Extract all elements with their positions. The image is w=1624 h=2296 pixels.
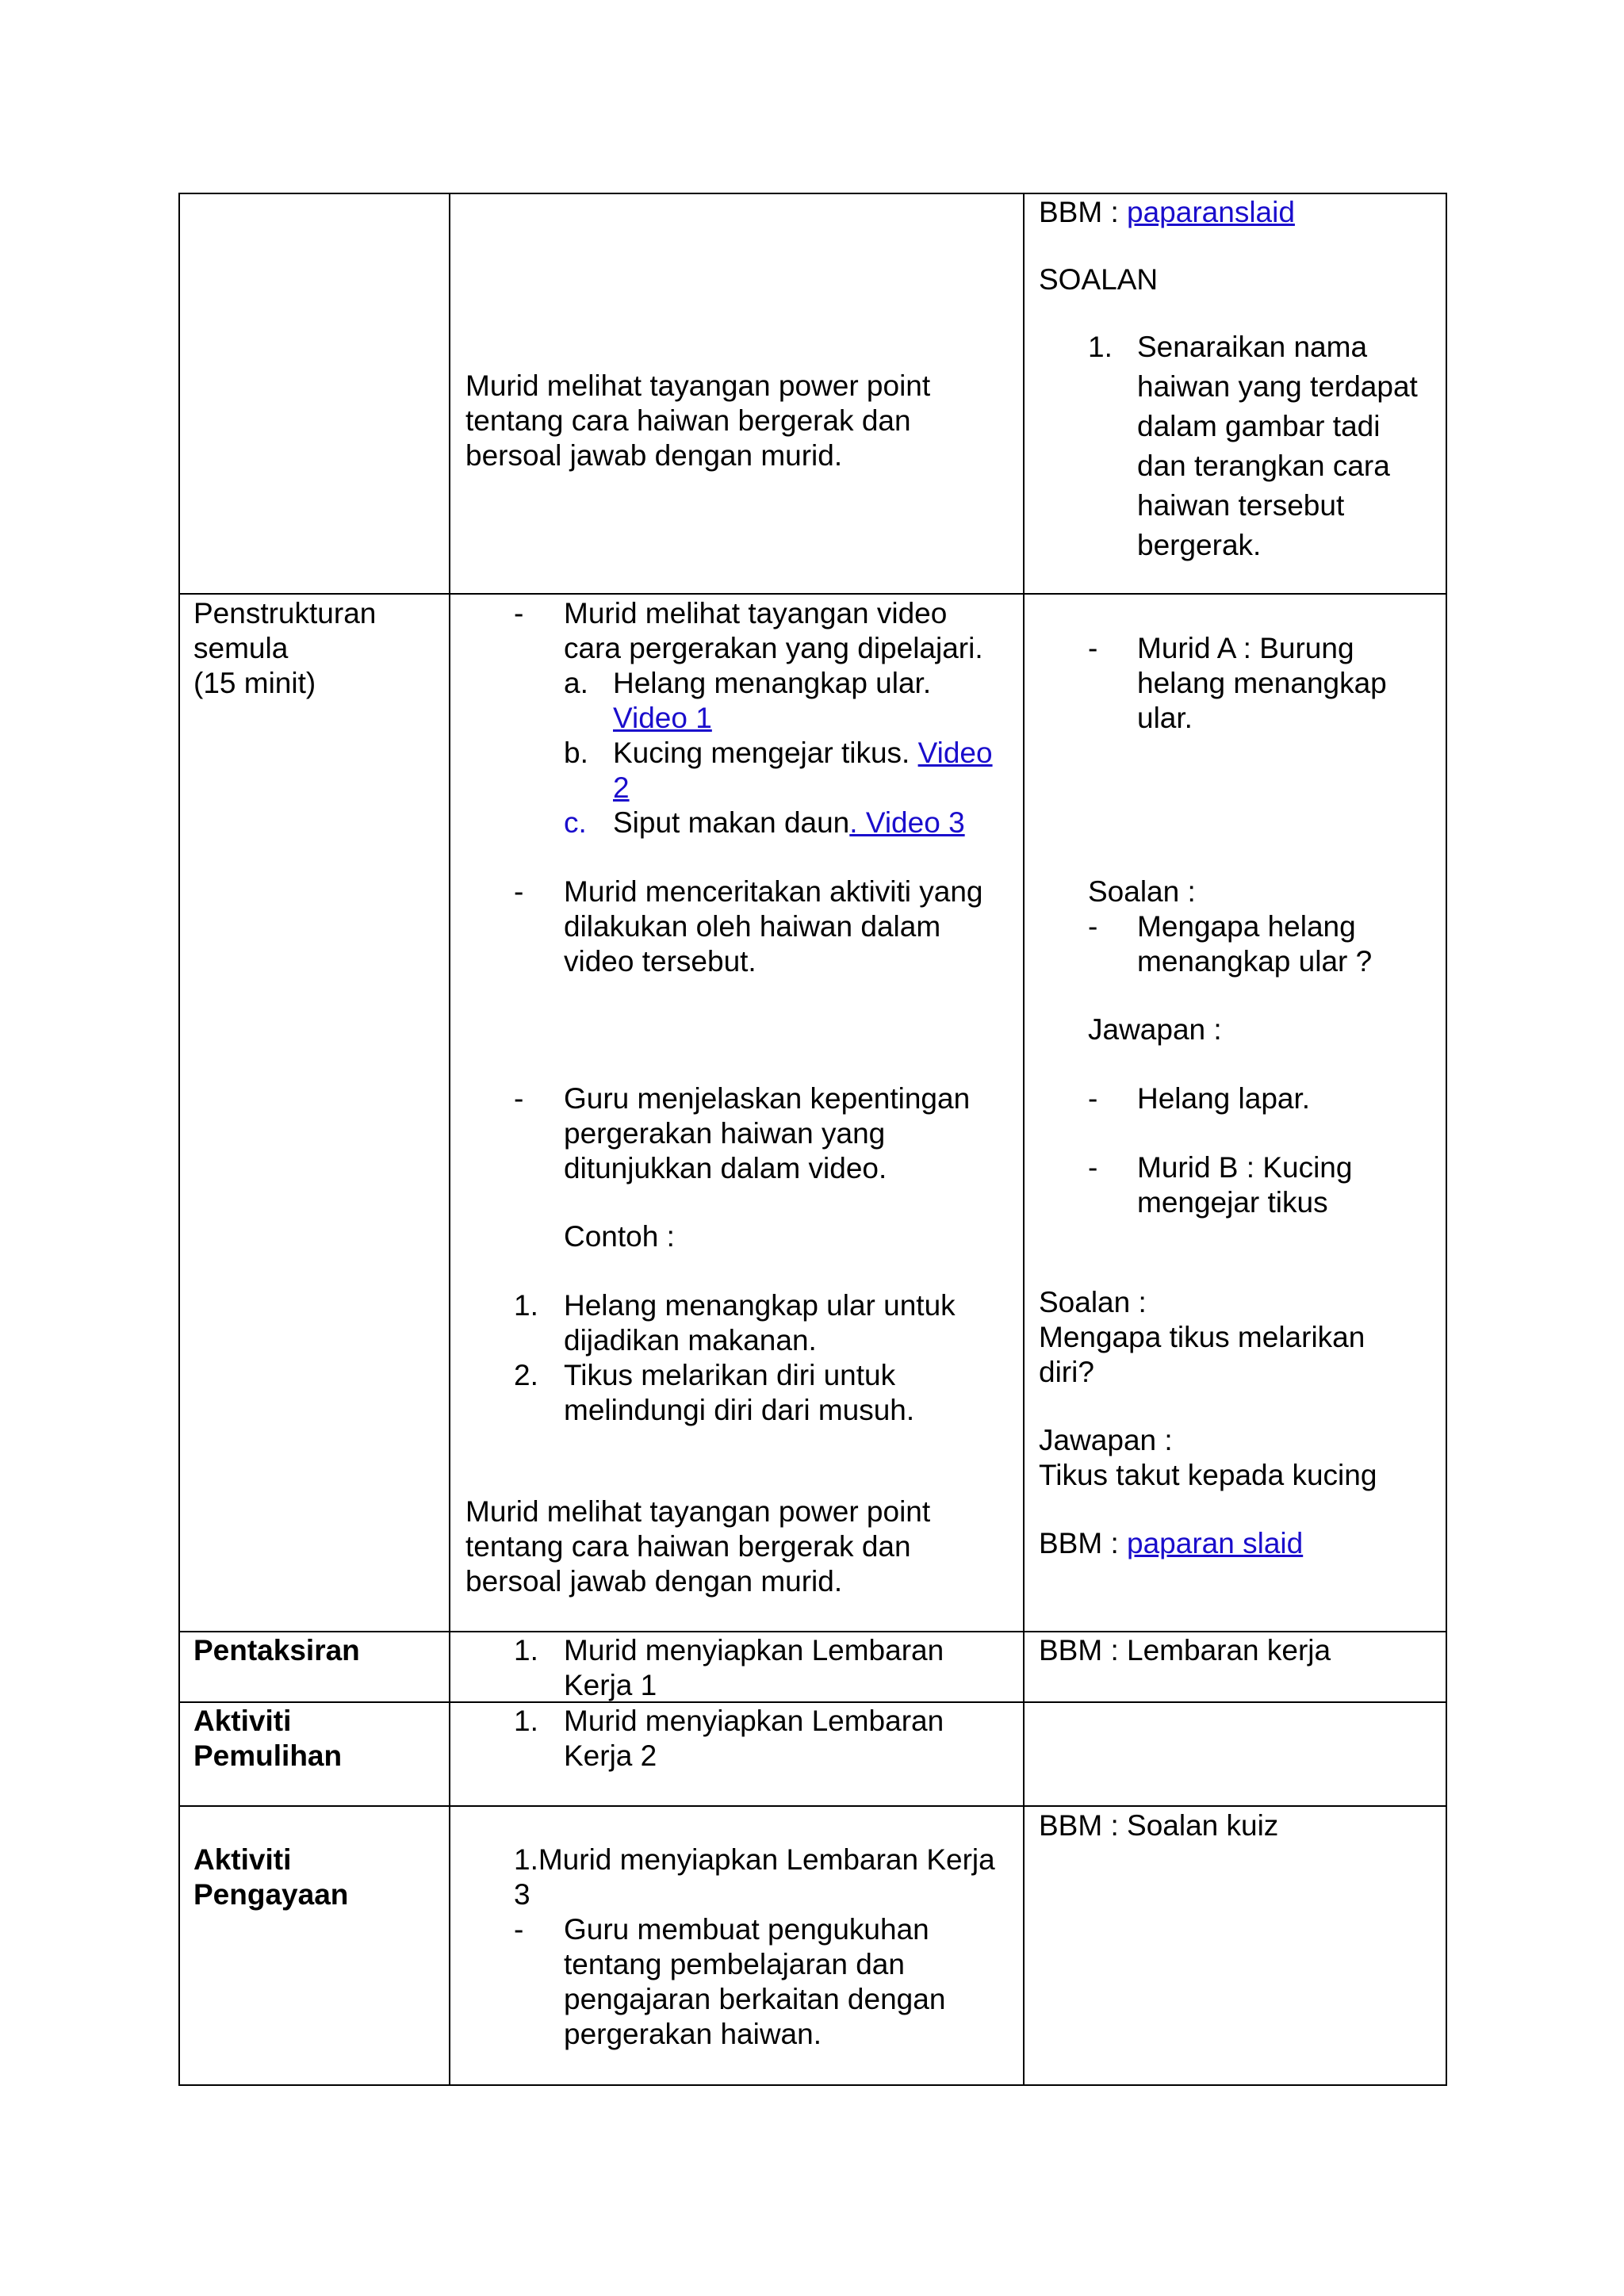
soalan-1-dash: - bbox=[1088, 910, 1098, 943]
row2-stage-line-2: semula bbox=[193, 632, 289, 664]
example-2-number: 2. bbox=[514, 1359, 538, 1391]
jawapan-2-answer: Tikus takut kepada kucing bbox=[1039, 1459, 1377, 1491]
row2-bullet-3-line-1: Guru menjelaskan kepentingan bbox=[564, 1082, 971, 1115]
soalan-heading: SOALAN bbox=[1039, 263, 1159, 296]
video-2-link-continued[interactable]: 2 bbox=[613, 771, 630, 804]
row5-stage-line-1: Aktiviti bbox=[193, 1843, 292, 1876]
row5-teacher-line-3: pengajaran berkaitan dengan bbox=[564, 1983, 946, 2015]
row5-activity-line-1: 1.Murid menyiapkan Lembaran Kerja bbox=[514, 1843, 995, 1876]
jawapan-1-label: Jawapan : bbox=[1088, 1013, 1222, 1046]
row2-bullet-2-line-2: dilakukan oleh haiwan dalam bbox=[564, 910, 941, 943]
row2-bullet-1-dash: - bbox=[514, 597, 524, 629]
row2-bullet-3-line-3: ditunjukkan dalam video. bbox=[564, 1152, 887, 1184]
video-2-link[interactable]: Video bbox=[917, 737, 993, 769]
row2-bullet-1-line-1: Murid melihat tayangan video bbox=[564, 597, 948, 629]
row3-activity-line-2: Kerja 1 bbox=[564, 1669, 657, 1701]
row1-bbm-label: BBM : bbox=[1039, 196, 1128, 228]
row3-number: 1. bbox=[514, 1634, 538, 1667]
murid-b-line-2: mengejar tikus bbox=[1137, 1186, 1328, 1219]
row-divider-4 bbox=[178, 1805, 1447, 1807]
row2-bullet-2-dash: - bbox=[514, 875, 524, 908]
example-1-number: 1. bbox=[514, 1289, 538, 1322]
row2-summary-line-1: Murid melihat tayangan power point bbox=[465, 1495, 931, 1528]
row2-summary-line-2: tentang cara haiwan bergerak dan bbox=[465, 1530, 911, 1563]
row1-question-line-3: dalam gambar tadi bbox=[1137, 410, 1381, 442]
row5-stage-line-2: Pengayaan bbox=[193, 1878, 349, 1911]
jawapan-2-label: Jawapan : bbox=[1039, 1424, 1173, 1456]
murid-a-dash: - bbox=[1088, 632, 1098, 664]
soalan-2-line-2: diri? bbox=[1039, 1356, 1094, 1388]
table-divider-col2 bbox=[1023, 193, 1025, 2086]
soalan-2-line-1: Mengapa tikus melarikan bbox=[1039, 1321, 1365, 1353]
row4-stage-line-1: Aktiviti bbox=[193, 1705, 292, 1737]
contoh-label: Contoh : bbox=[564, 1220, 675, 1253]
row2-item-c-letter: c. bbox=[564, 806, 587, 839]
murid-a-line-3: ular. bbox=[1137, 702, 1193, 734]
row5-dash: - bbox=[514, 1913, 524, 1946]
row1-bbm-link[interactable]: paparanslaid bbox=[1127, 196, 1295, 228]
row4-number: 1. bbox=[514, 1705, 538, 1737]
row5-bbm: BBM : Soalan kuiz bbox=[1039, 1809, 1279, 1842]
row2-item-b-letter: b. bbox=[564, 737, 588, 769]
example-1-line-2: dijadikan makanan. bbox=[564, 1324, 817, 1357]
row2-item-a-text: Helang menangkap ular. bbox=[613, 667, 932, 699]
murid-b-line-1: Murid B : Kucing bbox=[1137, 1151, 1353, 1184]
row1-question-line-6: bergerak. bbox=[1137, 529, 1262, 561]
row5-teacher-line-2: tentang pembelajaran dan bbox=[564, 1948, 905, 1980]
soalan-1-line-2: menangkap ular ? bbox=[1137, 945, 1373, 978]
row2-bbm-label: BBM : bbox=[1039, 1527, 1128, 1559]
table-border-top bbox=[178, 193, 1447, 194]
murid-a-line-1: Murid A : Burung bbox=[1137, 632, 1354, 664]
row2-bullet-2-line-3: video tersebut. bbox=[564, 945, 756, 978]
soalan-1-line-1: Mengapa helang bbox=[1137, 910, 1356, 943]
row2-bullet-3-dash: - bbox=[514, 1082, 524, 1115]
row4-activity-line-2: Kerja 2 bbox=[564, 1739, 657, 1772]
table-divider-col1 bbox=[449, 193, 450, 2086]
row3-activity-line-1: Murid menyiapkan Lembaran bbox=[564, 1634, 944, 1667]
row4-stage-line-2: Pemulihan bbox=[193, 1739, 343, 1772]
row-divider-3 bbox=[178, 1701, 1447, 1703]
row5-activity-line-2: 3 bbox=[514, 1878, 530, 1911]
row3-stage: Pentaksiran bbox=[193, 1634, 360, 1667]
row1-question-line-4: dan terangkan cara bbox=[1137, 450, 1390, 482]
row2-stage-line-3: (15 minit) bbox=[193, 667, 316, 699]
example-1-line-1: Helang menangkap ular untuk bbox=[564, 1289, 956, 1322]
soalan-2-label: Soalan : bbox=[1039, 1286, 1147, 1318]
row1-activity-line-2: tentang cara haiwan bergerak dan bbox=[465, 404, 911, 437]
video-1-link[interactable]: Video 1 bbox=[613, 702, 712, 734]
jawapan-1-dash: - bbox=[1088, 1082, 1098, 1115]
row2-bullet-1-line-2: cara pergerakan yang dipelajari. bbox=[564, 632, 983, 664]
row1-activity-line-1: Murid melihat tayangan power point bbox=[465, 369, 931, 402]
row1-question-line-2: haiwan yang terdapat bbox=[1137, 370, 1418, 403]
row1-bbm bbox=[1039, 195, 1295, 230]
row1-activity-line-3: bersoal jawab dengan murid. bbox=[465, 439, 843, 472]
row2-item-c-text: Siput makan daun bbox=[613, 806, 850, 839]
row2-item-a-letter: a. bbox=[564, 667, 588, 699]
row-divider-1 bbox=[178, 593, 1447, 595]
soalan-1-label: Soalan : bbox=[1088, 875, 1196, 908]
table-border-left bbox=[178, 193, 180, 2086]
murid-b-dash: - bbox=[1088, 1151, 1098, 1184]
row2-item-b-text: Kucing mengejar tikus. bbox=[613, 737, 910, 769]
video-3-link[interactable]: . Video 3 bbox=[849, 806, 965, 839]
murid-a-line-2: helang menangkap bbox=[1137, 667, 1387, 699]
row1-question-line-5: haiwan tersebut bbox=[1137, 489, 1345, 522]
row2-item-c bbox=[613, 806, 965, 840]
row1-question-line-1: Senaraikan nama bbox=[1137, 331, 1368, 363]
row2-bullet-3-line-2: pergerakan haiwan yang bbox=[564, 1117, 886, 1150]
row2-bullet-2-line-1: Murid menceritakan aktiviti yang bbox=[564, 875, 983, 908]
row2-summary-line-3: bersoal jawab dengan murid. bbox=[465, 1565, 843, 1598]
example-2-line-1: Tikus melarikan diri untuk bbox=[564, 1359, 896, 1391]
row1-question-number: 1. bbox=[1088, 331, 1113, 363]
table-border-bottom bbox=[178, 2084, 1447, 2086]
row3-bbm: BBM : Lembaran kerja bbox=[1039, 1634, 1331, 1667]
row2-stage-line-1: Penstrukturan bbox=[193, 597, 377, 629]
row2-bbm bbox=[1039, 1526, 1303, 1561]
jawapan-1-answer: Helang lapar. bbox=[1137, 1082, 1311, 1115]
row4-activity-line-1: Murid menyiapkan Lembaran bbox=[564, 1705, 944, 1737]
row-divider-2 bbox=[178, 1631, 1447, 1632]
row2-item-b bbox=[613, 736, 993, 771]
row5-teacher-line-1: Guru membuat pengukuhan bbox=[564, 1913, 929, 1946]
table-border-right bbox=[1446, 193, 1447, 2086]
example-2-line-2: melindungi diri dari musuh. bbox=[564, 1394, 915, 1426]
row5-teacher-line-4: pergerakan haiwan. bbox=[564, 2018, 822, 2050]
row2-bbm-link[interactable]: paparan slaid bbox=[1127, 1527, 1304, 1559]
